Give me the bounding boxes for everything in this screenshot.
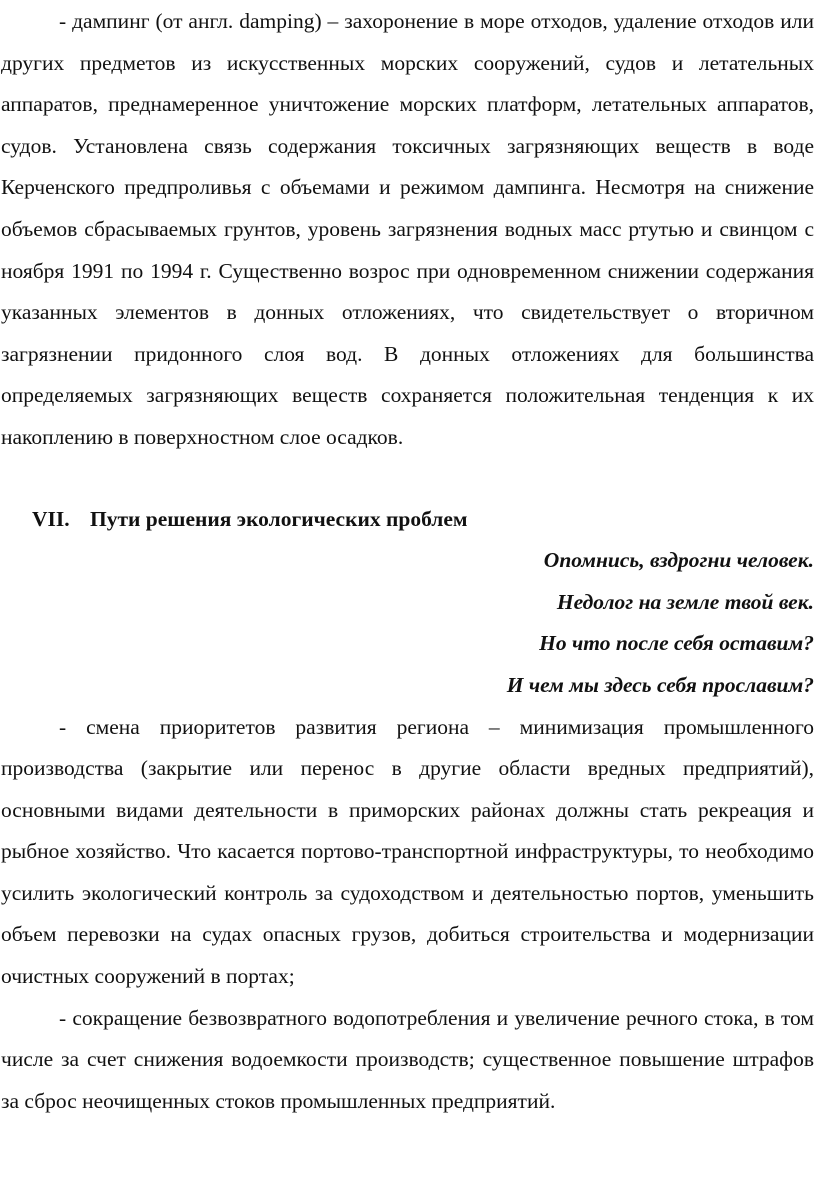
paragraph-dumping: - дампинг (от англ. damping) – захоронение в море отходов, удаление отходов или других предметов из искусственных морских сооружений, судов и летательных аппаратов, преднамеренное уничтожение морских платформ, летательных аппаратов, судов. Установлена связь содержания токсичных загрязняющих веществ в воде Керченского предпроливья с объемами и режимом дампинга. Несмотря на снижение объемов сбрасываемых грунтов, уровень загрязнения водных масс ртутью и свинцом с ноября 1991 по 1994 г. Существенно возрос при одновременном снижении содержания указанных элементов в донных отложениях, что свидетельствует о вторичном загрязнении придонного слоя вод. В донных отложениях для большинства определяемых загрязняющих веществ сохраняется положительная тенденция к их накоплению в поверхностном слое осадков. bbox=[1, 9, 814, 449]
paragraph-water-consumption: - сокращение безвозвратного водопотребления и увеличение речного стока, в том числе за счет снижения водоемкости производств; существенное повышение штрафов за сброс неочищенных стоков промышленных предприятий. bbox=[1, 1005, 814, 1113]
section-number: VII. bbox=[32, 506, 70, 531]
epigraph-line: Недолог на земле твой век. bbox=[556, 589, 814, 614]
section-spacer bbox=[1, 459, 814, 499]
epigraph-line: Но что после себя оставим? bbox=[539, 631, 814, 656]
paragraph-priorities: - смена приоритетов развития региона – минимизация промышленного производства (закрытие или перенос в другие области вредных предприятий), основными видами деятельности в приморских районах должны стать рекреация и рыбное хозяйство. Что касается портово-транспортной инфраструктуры, то необходимо усилить экологический контроль за судоходством и деятельностью портов, уменьшить объем перевозки на судах опасных грузов, добиться строительства и модернизации очистных сооружений в портах; bbox=[1, 714, 814, 989]
epigraph bbox=[1, 540, 814, 706]
epigraph-line: И чем мы здесь себя прославим? bbox=[506, 672, 814, 697]
epigraph-line: Опомнись, вздрогни человек. bbox=[543, 548, 814, 573]
section-heading bbox=[1, 499, 814, 541]
section-title: Пути решения экологических проблем bbox=[90, 506, 468, 531]
